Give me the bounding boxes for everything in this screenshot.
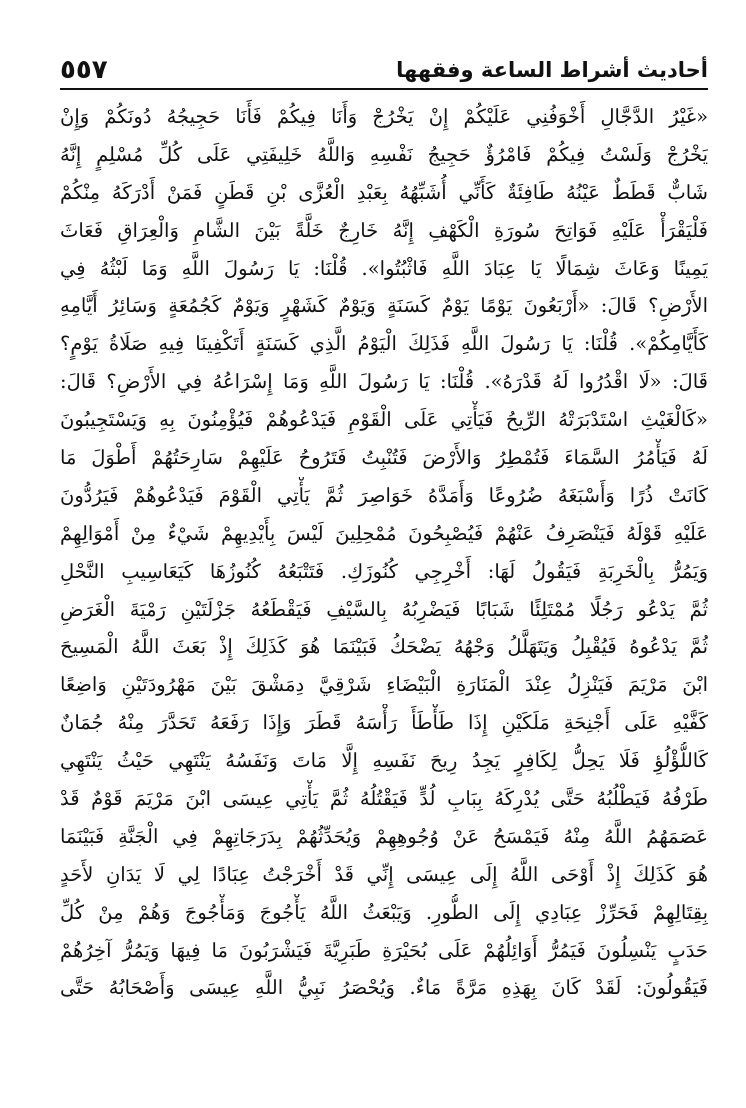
text-line: يَخْرُجْ وَلَسْتُ فِيكُمْ فَامْرُؤٌ حَجِيجُ نَفْسِهِ وَاللَّهُ خَلِيفَتِي عَلَى كُلِّ مُسْلِمٍ إِنَّهُ xyxy=(60,142,708,166)
running-title: أحاديث أشراط الساعة وفقهها xyxy=(396,58,708,82)
text-line: هُوَ كَذَلِكَ إِذْ أَوْحَى اللَّهُ إِلَى عِيسَى إِنِّي قَدْ أَخْرَجْتُ عِبَادًا لِي لَا يَدَانِ لأَحَدٍ xyxy=(60,862,708,886)
text-line: عَصَمَهُمُ اللَّهُ مِنْهُ فَيَمْسَحُ عَنْ وُجُوهِهِمْ وَيُحَدِّثُهُمْ بِدَرَجَاتِهِمْ فِي الْجَنَّةِ فَبَيْنَمَا xyxy=(60,824,708,848)
text-line: حَدَبٍ يَنْسِلُونَ فَيَمُرُّ أَوَائِلُهُمْ عَلَى بُحَيْرَةِ طَبَرِيَّةَ فَيَشْرَبُونَ مَا فِيهَا وَيَمُرُّ آخِرُهُمْ xyxy=(60,938,708,962)
text-line: «كَالْغَيْثِ اسْتَدْبَرَتْهُ الرِّيحُ فَيَأْتِي عَلَى الْقَوْمِ فَيَدْعُوهُمْ فَيُؤْمِنُونَ بِهِ وَيَسْتَجِيبُونَ xyxy=(60,408,708,432)
text-line: ثُمَّ يَدْعُو رَجُلًا مُمْتَلِئًا شَبَابًا فَيَضْرِبُهُ بِالسَّيْفِ فَيَقْطَعُهُ جَزْلَتَيْنِ رَمْيَةَ الْغَرَضِ xyxy=(60,597,708,621)
text-line: الأَرْضِ؟ قَالَ: «أَرْبَعُونَ يَوْمًا يَوْمٌ كَسَنَةٍ وَيَوْمٌ كَشَهْرٍ وَيَوْمٌ كَجُمُعَةٍ وَسَائِرُ أَيَّامِهِ xyxy=(60,294,708,318)
text-line: ابْنَ مَرْيَمَ فَيَنْزِلُ عِنْدَ الْمَنَارَةِ الْبَيْضَاءِ شَرْقِيَّ دِمَشْقَ بَيْنَ مَهْرُودَتَيْنِ وَاضِعًا xyxy=(60,673,708,697)
text-line: فَيَقُولُونَ: لَقَدْ كَانَ بِهَذِهِ مَرَّةً مَاءٌ. وَيُحْصَرُ نَبِيُّ اللَّهِ عِيسَى وَأَصْحَابُهُ حَتَّى xyxy=(60,976,708,1000)
text-line: ثُمَّ يَدْعُوهُ فَيُقْبِلُ وَيَتَهَلَّلُ وَجْهُهُ يَضْحَكُ فَبَيْنَمَا هُوَ كَذَلِكَ إِذْ بَعَثَ اللَّهُ الْمَسِيحَ xyxy=(60,635,708,659)
text-line: فَلْيَقْرَأْ عَلَيْهِ فَوَاتِحَ سُورَةِ الْكَهْفِ إِنَّهُ خَارِجٌ خَلَّةً بَيْنَ الشَّامِ وَالْعِرَاقِ فَعَاثَ xyxy=(60,218,708,242)
text-line: عَلَيْهِ قَوْلَهُ فَيَنْصَرِفُ عَنْهُمْ فَيُصْبِحُونَ مُمْحِلِينَ لَيْسَ بِأَيْدِيهِمْ شَيْءٌ مِنْ أَمْوَالِهِمْ xyxy=(60,521,708,545)
hadith-text-block xyxy=(60,98,708,1007)
text-line: «غَيْرُ الدَّجَّالِ أَخْوَفُنِي عَلَيْكُمْ إِنْ يَخْرُجْ وَأَنَا فِيكُمْ فَأَنَا حَجِيجُهُ دُونَكُمْ وَإِنْ xyxy=(60,105,708,128)
text-line: يَمِينًا وَعَاثَ شِمَالًا يَا عِبَادَ اللَّهِ فَاثْبُتُوا». قُلْنَا: يَا رَسُولَ اللَّهِ وَمَا لَبْثُهُ فِي xyxy=(60,256,708,280)
text-line: بِقِتَالِهِمْ فَحَرِّزْ عِبَادِي إِلَى الطُّورِ. وَيَبْعَثُ اللَّهُ يَأْجُوجَ وَمَأْجُوجَ وَهُمْ مِنْ كُلِّ xyxy=(60,900,708,924)
page-header xyxy=(60,52,708,90)
text-line: كَأَيَّامِكُمْ». قُلْنَا: يَا رَسُولَ اللَّهِ فَذَلِكَ الْيَوْمُ الَّذِي كَسَنَةٍ أَتَكْفِينَا فِيهِ صَلَاةُ يَوْمٍ؟ xyxy=(60,332,708,356)
text-line: شَابٌّ قَطَطٌ عَيْنُهُ طَافِئَةٌ كَأَنِّي أُشَبِّهُهُ بِعَبْدِ الْعُزَّى بْنِ قَطَنٍ فَمَنْ أَدْرَكَهُ مِنْكُمْ xyxy=(60,180,708,204)
page-number: ٥٥٧ xyxy=(60,55,108,85)
text-line: طَرْفُهُ فَيَطْلُبُهُ حَتَّى يُدْرِكَهُ بِبَابِ لُدٍّ فَيَقْتُلُهُ ثُمَّ يَأْتِي عِيسَى ابْنَ مَرْيَمَ قَوْمٌ قَدْ xyxy=(60,787,708,811)
text-line: لَهُ فَيَأْمُرُ السَّمَاءَ فَتُمْطِرُ وَالأَرْضَ فَتُنْبِتُ فَتَرُوحُ عَلَيْهِمْ سَارِحَتُهُمْ أَطْوَلَ مَا xyxy=(60,446,708,470)
text-line: قَالَ: «لَا اقْدُرُوا لَهُ قَدْرَهُ». قُلْنَا: يَا رَسُولَ اللَّهِ وَمَا إِسْرَاعُهُ فِي الأَرْضِ؟ قَالَ: xyxy=(60,370,708,394)
text-line: كَاللُّؤْلُؤِ فَلَا يَحِلُّ لِكَافِرٍ يَجِدُ رِيحَ نَفَسِهِ إِلَّا مَاتَ وَنَفَسُهُ يَنْتَهِي حَيْثُ يَنْتَهِي xyxy=(60,749,708,773)
text-line: وَيَمُرُّ بِالْخَرِبَةِ فَيَقُولُ لَهَا: أَخْرِجِي كُنُوزَكِ. فَتَتْبَعُهُ كُنُوزُهَا كَيَعَاسِيبِ النَّحْلِ xyxy=(60,559,708,583)
text-line: كَانَتْ ذُرًا وَأَسْبَغَهُ ضُرُوعًا وَأَمَدَّهُ خَوَاصِرَ ثُمَّ يَأْتِي الْقَوْمَ فَيَدْعُوهُمْ فَيَرُدُّونَ xyxy=(60,483,708,507)
text-line: كَفَّيْهِ عَلَى أَجْنِحَةِ مَلَكَيْنِ إِذَا طَأْطَأَ رَأْسَهُ قَطَرَ وَإِذَا رَفَعَهُ تَحَدَّرَ مِنْهُ جُمَانٌ xyxy=(60,711,708,735)
